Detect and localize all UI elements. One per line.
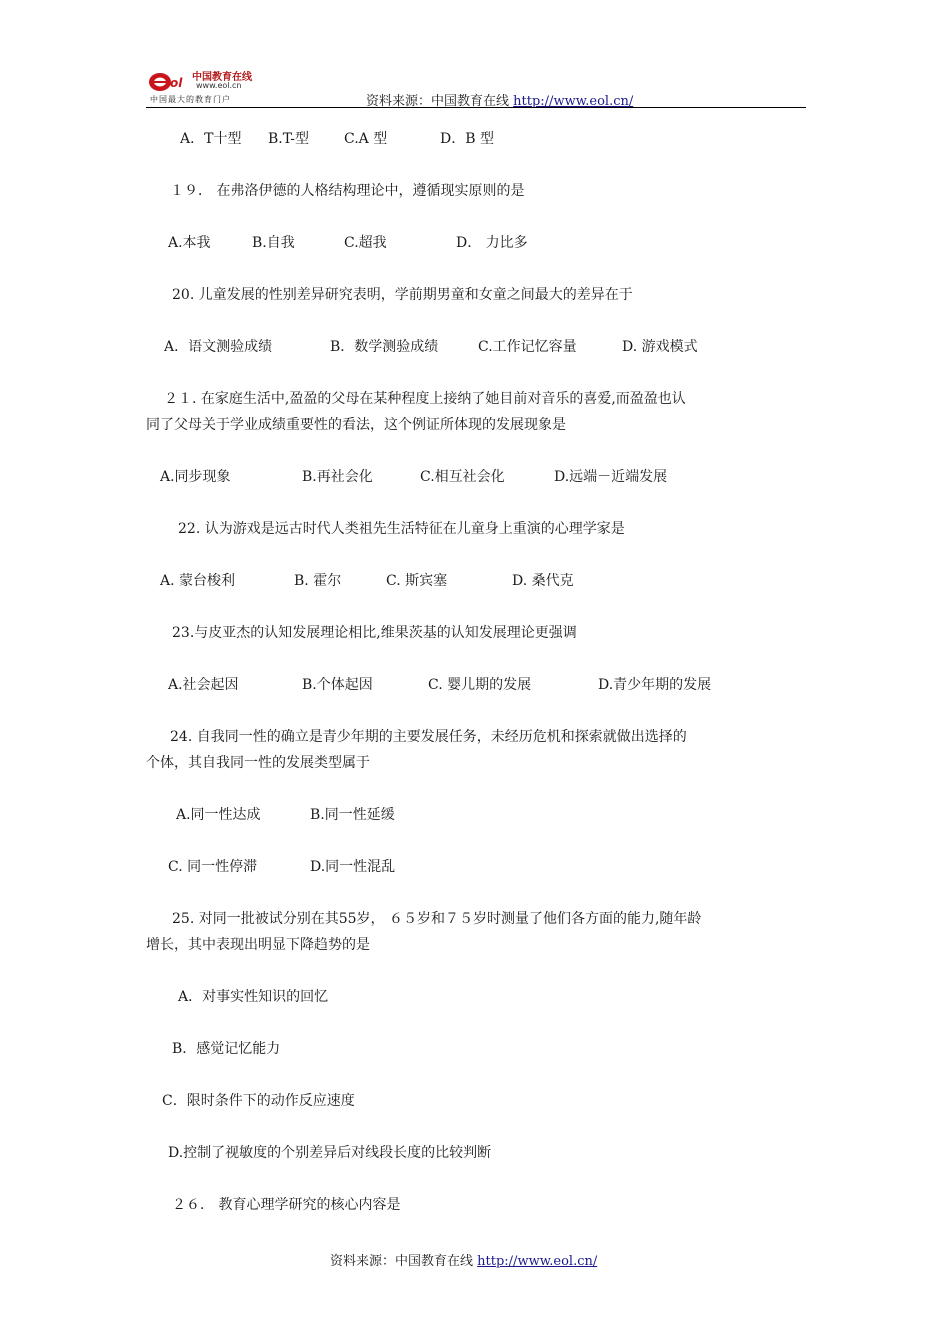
question-25-option-d: D.控制了视敏度的个别差异后对线段长度的比较判断 — [168, 1145, 492, 1161]
question-20-stem: 20. 儿童发展的性别差异研究表明，学前期男童和女童之间最大的差异在于 — [172, 287, 633, 303]
option-a: A．T十型 — [180, 131, 242, 147]
option-c: C. 斯宾塞 — [386, 573, 448, 589]
header-source-label: 资料来源：中国教育在线 — [366, 94, 510, 109]
option-a: A. 蒙台梭利 — [160, 573, 236, 589]
option-d: D. 桑代克 — [512, 573, 574, 589]
eol-logo-icon — [148, 70, 190, 92]
logo-slogan: 中国最大的教育门户 — [150, 95, 231, 104]
option-d: D.同一性混乱 — [310, 859, 396, 875]
question-24-stem-line1: 24. 自我同一性的确立是青少年期的主要发展任务，未经历危机和探索就做出选择的 — [170, 729, 687, 745]
option-b: B.自我 — [252, 235, 295, 251]
option-b: B.个体起因 — [302, 677, 373, 693]
option-c: C.超我 — [344, 235, 387, 251]
question-21-stem-line2: 同了父母关于学业成绩重要性的看法，这个例证所体现的发展现象是 — [146, 417, 566, 433]
footer-source-label: 资料来源：中国教育在线 — [330, 1254, 474, 1269]
option-b: B．数学测验成绩 — [330, 339, 439, 355]
footer-source-link[interactable]: http://www.eol.cn/ — [477, 1254, 598, 1269]
question-25-option-b: B．感觉记忆能力 — [172, 1041, 281, 1057]
option-a: A.同步现象 — [160, 469, 231, 485]
option-c: C. 婴儿期的发展 — [428, 677, 532, 693]
option-b: B.再社会化 — [302, 469, 373, 485]
option-b: B. 霍尔 — [294, 573, 342, 589]
header-source-link[interactable]: http://www.eol.cn/ — [513, 94, 634, 109]
question-25-option-c: C．限时条件下的动作反应速度 — [162, 1093, 355, 1109]
footer-source — [330, 1250, 597, 1269]
question-26-stem: ２６． 教育心理学研究的核心内容是 — [172, 1197, 401, 1213]
question-25-option-a: A．对事实性知识的回忆 — [178, 989, 329, 1005]
option-d: D.青少年期的发展 — [598, 677, 712, 693]
logo-url: www.eol.cn — [196, 81, 242, 90]
header-divider — [146, 107, 806, 108]
question-21-stem-line1: ２１. 在家庭生活中,盈盈的父母在某种程度上接纳了她目前对音乐的喜爱,而盈盈也认 — [164, 391, 686, 407]
option-a: A.社会起因 — [168, 677, 239, 693]
logo-brand: 中国教育在线 — [192, 72, 252, 83]
question-23-stem: 23.与皮亚杰的认知发展理论相比,维果茨基的认知发展理论更强调 — [172, 625, 577, 641]
option-d: D. 游戏模式 — [622, 339, 698, 355]
option-d: D.远端－近端发展 — [554, 469, 668, 485]
option-a: A．语文测验成绩 — [164, 339, 273, 355]
option-c: C.工作记忆容量 — [478, 339, 577, 355]
question-19-stem: １９． 在弗洛伊德的人格结构理论中，遵循现实原则的是 — [170, 183, 525, 199]
option-c: C.相互社会化 — [420, 469, 505, 485]
option-a: A.同一性达成 — [176, 807, 261, 823]
question-22-stem: 22. 认为游戏是远古时代人类祖先生活特征在儿童身上重演的心理学家是 — [178, 521, 625, 537]
option-d: D． 力比多 — [456, 235, 528, 251]
question-25-stem-line2: 增长，其中表现出明显下降趋势的是 — [146, 937, 370, 953]
question-24-stem-line2: 个体，其自我同一性的发展类型属于 — [146, 755, 370, 771]
option-c: C. 同一性停滞 — [168, 859, 258, 875]
option-b: B.同一性延缓 — [310, 807, 395, 823]
svg-text:ol: ol — [170, 76, 183, 90]
question-25-stem-line1: 25. 对同一批被试分别在其55岁， ６５岁和７５岁时测量了他们各方面的能力,随年龄 — [172, 911, 702, 927]
option-c: C.A 型 — [344, 131, 388, 147]
option-d: D．B 型 — [440, 131, 494, 147]
site-logo — [148, 66, 268, 106]
option-b: B.T-型 — [268, 131, 310, 147]
option-a: A.本我 — [168, 235, 211, 251]
